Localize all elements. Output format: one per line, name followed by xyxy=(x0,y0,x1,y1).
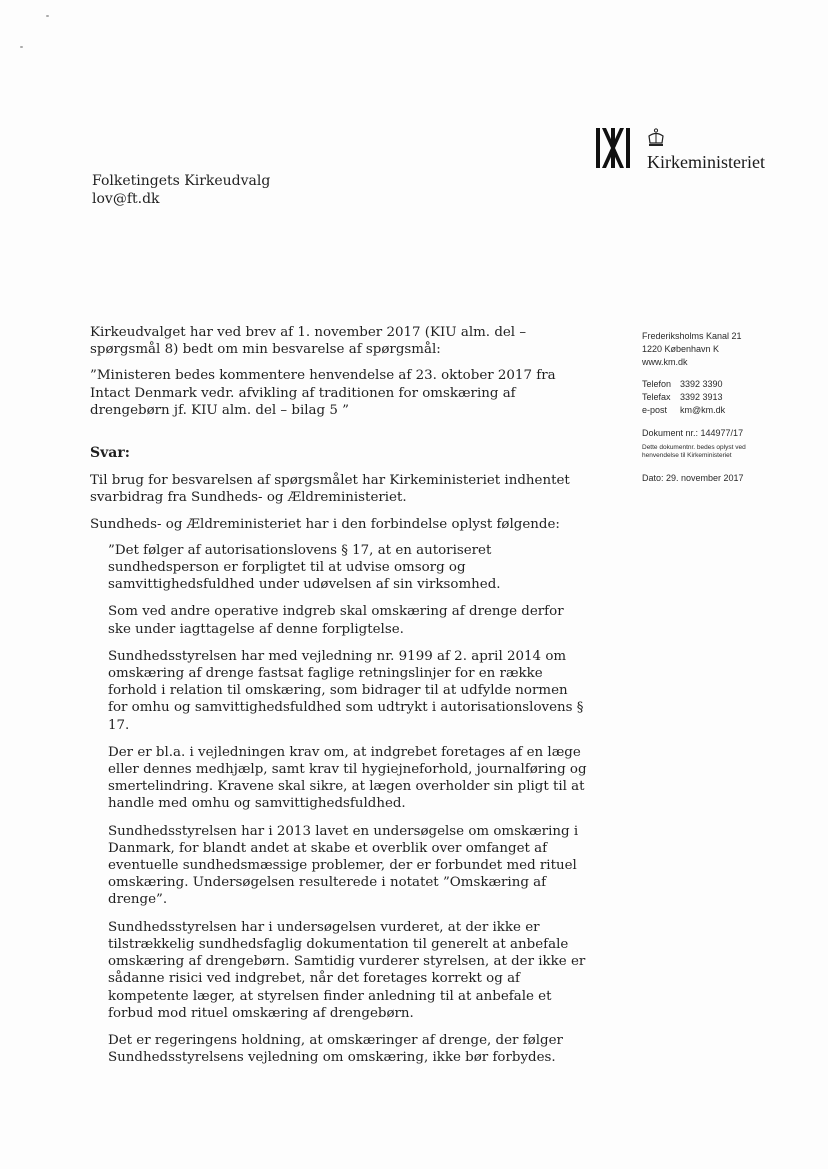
crown-icon xyxy=(646,128,666,148)
address-line-1: Frederiksholms Kanal 21 xyxy=(642,331,742,341)
km-logo-icon xyxy=(596,128,630,168)
phone-value: 3392 3390 xyxy=(680,379,723,390)
scan-speck xyxy=(20,46,23,48)
ministry-name: Kirkeministeriet xyxy=(647,152,765,172)
quote-paragraph: ”Det følger af autorisationslovens § 17, at en autoriseret sundhedsperson er forpligtet til at udvise omsorg og samvittighedsfuldhed under udøvelsen af sin virksomhed. xyxy=(108,542,501,593)
scan-speck xyxy=(46,15,49,17)
phone-row xyxy=(642,378,792,391)
answer-heading: Svar: xyxy=(90,445,130,462)
letter-body xyxy=(90,324,590,1076)
fax-label: Telefax xyxy=(642,392,671,403)
document-note xyxy=(642,444,792,460)
quote-paragraph: Sundhedsstyrelsen har i undersøgelsen vurderet, at der ikke er tilstrækkelig sundhedsfaglig dokumentation til generelt at anbefale omskæring af drengebørn. Samtidig vurderer styrelsen, at der ikke er sådanne risici ved indgrebet, når det foretages korrekt og af kompetente læger, at styrelsen finder anledning til at anbefale et forbud mod rituel omskæring af drengebørn. xyxy=(108,919,586,1021)
fax-row xyxy=(642,391,792,404)
quote-paragraph: Som ved andre operative indgreb skal omskæring af drenge derfor ske under iagttagelse af denne forpligtelse. xyxy=(108,604,564,637)
email-value: km@km.dk xyxy=(680,404,726,415)
answer-paragraph-2: Sundheds- og Ældreministeriet har i den forbindelse oplyst følgende: xyxy=(90,516,560,532)
address-line-2: 1220 København K xyxy=(642,343,720,354)
quote-paragraph: Sundhedsstyrelsen har med vejledning nr. 9199 af 2. april 2014 om omskæring af drenge fastsat faglige retningslinjer for en række forhold i relation til omskæring, som bidrager til at udfylde normen for omhu og samvittighedsfuldhed som udtrykt i autorisationslovens § 17. xyxy=(108,648,584,733)
email-label: e-post xyxy=(642,404,668,415)
question-paragraph: ”Ministeren bedes kommentere henvendelse af 23. oktober 2017 fra Intact Denmark vedr. afvikling af traditionen for omskæring af drengebørn jf. KIU alm. del – bilag 5 ” xyxy=(90,368,556,418)
website: www.km.dk xyxy=(642,356,688,367)
recipient-block xyxy=(92,172,270,208)
letter-date: Dato: 29. november 2017 xyxy=(642,472,744,483)
document-note-line: Dette dokumentnr. bedes oplyst ved xyxy=(642,443,746,451)
phone-label: Telefon xyxy=(642,379,672,390)
quoted-statement xyxy=(108,542,590,1066)
intro-paragraph: Kirkeudvalget har ved brev af 1. november 2017 (KIU alm. del – spørgsmål 8) bedt om min besvarelse af spørgsmål: xyxy=(90,325,527,358)
quote-paragraph: Der er bl.a. i vejledningen krav om, at indgrebet foretages af en læge eller dennes medhjælp, samt krav til hygiejneforhold, journalføring og smertelindring. Kravene skal sikre, at lægen overholder sin pligt til at handle med omhu og samvittighedsfuldhed. xyxy=(108,744,587,812)
email-row xyxy=(642,404,792,417)
document-note-line: henvendelse til Kirkeministeriet xyxy=(642,451,732,459)
recipient-email: lov@ft.dk xyxy=(92,191,160,207)
quote-paragraph: Det er regeringens holdning, at omskæringer af drenge, der følger Sundhedsstyrelsens vejledning om omskæring, ikke bør forbydes. xyxy=(108,1032,563,1066)
answer-paragraph-1: Til brug for besvarelsen af spørgsmålet har Kirkeministeriet indhentet svarbidrag fra Sundheds- og Ældreministeriet. xyxy=(90,473,570,506)
fax-value: 3392 3913 xyxy=(680,392,723,403)
document-number: Dokument nr.: 144977/17 xyxy=(642,427,744,438)
recipient-name: Folketingets Kirkeudvalg xyxy=(92,173,271,189)
quote-paragraph: Sundhedsstyrelsen har i 2013 lavet en undersøgelse om omskæring i Danmark, for blandt andet at skabe et overblik over omfanget af eventuelle sundhedsmæssige problemer, der er forbundet med rituel omskæring. Undersøgelsen resulterede i notatet ”Omskæring af drenge”. xyxy=(108,823,579,908)
contact-sidebar xyxy=(642,330,792,484)
